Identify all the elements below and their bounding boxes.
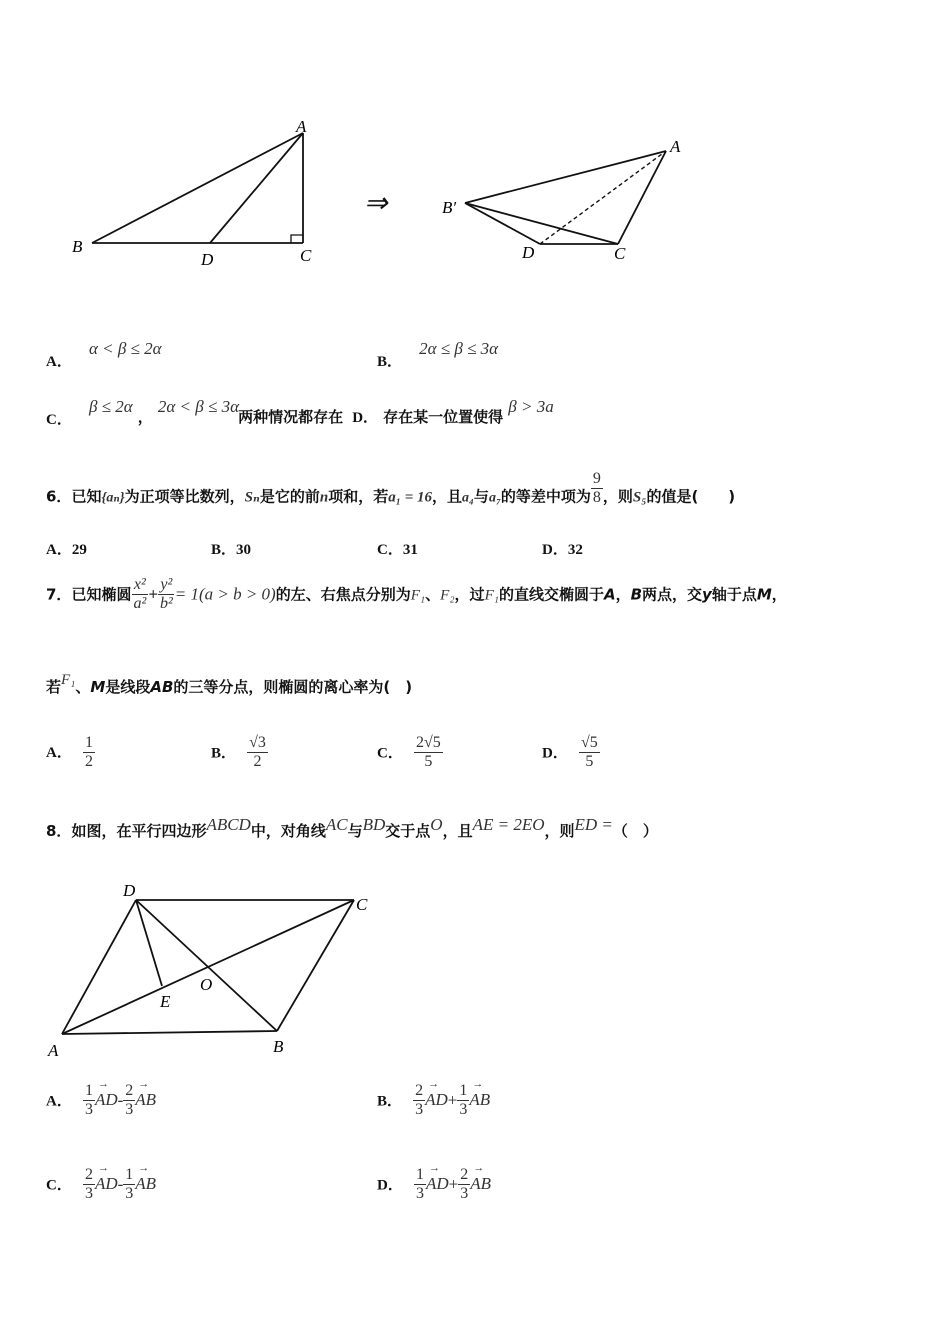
q6-option-b: B．30	[211, 542, 252, 558]
q7-option-b: B． $\frac{√3}{2}$	[211, 734, 266, 771]
label-A-left: A	[296, 117, 307, 136]
q5-option-b: B． 2α ≤ β ≤ 3α	[377, 339, 499, 370]
q8-stem: 8．如图，在平行四边形ABCD中，对角线AC与BD交于点O，且AE = 2EO，则ED =（ ）	[46, 815, 658, 840]
svg-text:⇒: ⇒	[364, 188, 388, 219]
q6-option-d: D．32	[542, 542, 583, 558]
q5-option-c: C． β ≤ 2α ， 2α < β ≤ 3α 两种情况都存在 D． 存在某一位置使得 β > 3a	[46, 397, 554, 428]
label-O: O	[200, 975, 213, 994]
label-B: B	[273, 1037, 284, 1056]
q7-option-a: A． $\frac{1}{2}$	[46, 734, 93, 771]
label-A: A	[48, 1041, 59, 1060]
q7-option-c: C． $\frac{2√5}{5}$	[377, 734, 441, 771]
label-C-right: C	[614, 244, 626, 263]
label-C-left: C	[300, 246, 312, 265]
label-E: E	[160, 992, 171, 1011]
q7-stem: 7．已知椭圆 $\frac{\text{x²}}{\text{a²}}$ + $\frac{\text{y²}}{\text{b²}}$ = 1(a > b > 0)的左、右焦点分别为F₁、F₂，过F₁的直线交椭圆于A，B两点，交y轴于点M，	[46, 576, 787, 613]
label-B-left: B	[72, 237, 83, 256]
label-D-right: D	[522, 243, 535, 262]
q7-option-d: D． $\frac{√5}{5}$	[542, 734, 598, 771]
q7-options	[46, 734, 646, 784]
q6-stem: 6．已知{aₙ}为正项等比数列，Sₙ是它的前n项和，若a₁ = 16，且a₄与a₇的等差中项为 $\frac{9}{8}$ ，则S₅的值是( )	[46, 470, 736, 507]
q7-stem-line2: 若F₁、M是线段AB的三等分点，则椭圆的离心率为( )	[46, 672, 413, 696]
q6-option-a: A．29	[46, 542, 87, 558]
q8-option-d: D． $\frac{1}{3}$ → AD+ $\frac{2}{3}$ → AB	[377, 1162, 491, 1203]
triangle-fold-figure	[60, 110, 700, 280]
parallelogram-figure	[40, 876, 390, 1061]
label-C: C	[356, 895, 368, 914]
label-B-right: B′	[442, 198, 457, 217]
label-D-left: D	[201, 250, 214, 269]
q8-option-c: C． $\frac{2}{3}$ → AD- $\frac{1}{3}$ → AB	[46, 1162, 157, 1203]
implies-arrow	[364, 188, 389, 219]
label-A-right: A	[670, 137, 681, 156]
q5-option-a: A． α < β ≤ 2α	[46, 339, 162, 370]
q8-option-b: B． $\frac{2}{3}$ → AD+ $\frac{1}{3}$ → AB	[377, 1078, 491, 1119]
label-D: D	[123, 881, 136, 900]
q6-option-c: C．31	[377, 542, 418, 558]
q8-option-a: A． $\frac{1}{3}$ → AD- $\frac{2}{3}$ → AB	[46, 1078, 157, 1119]
